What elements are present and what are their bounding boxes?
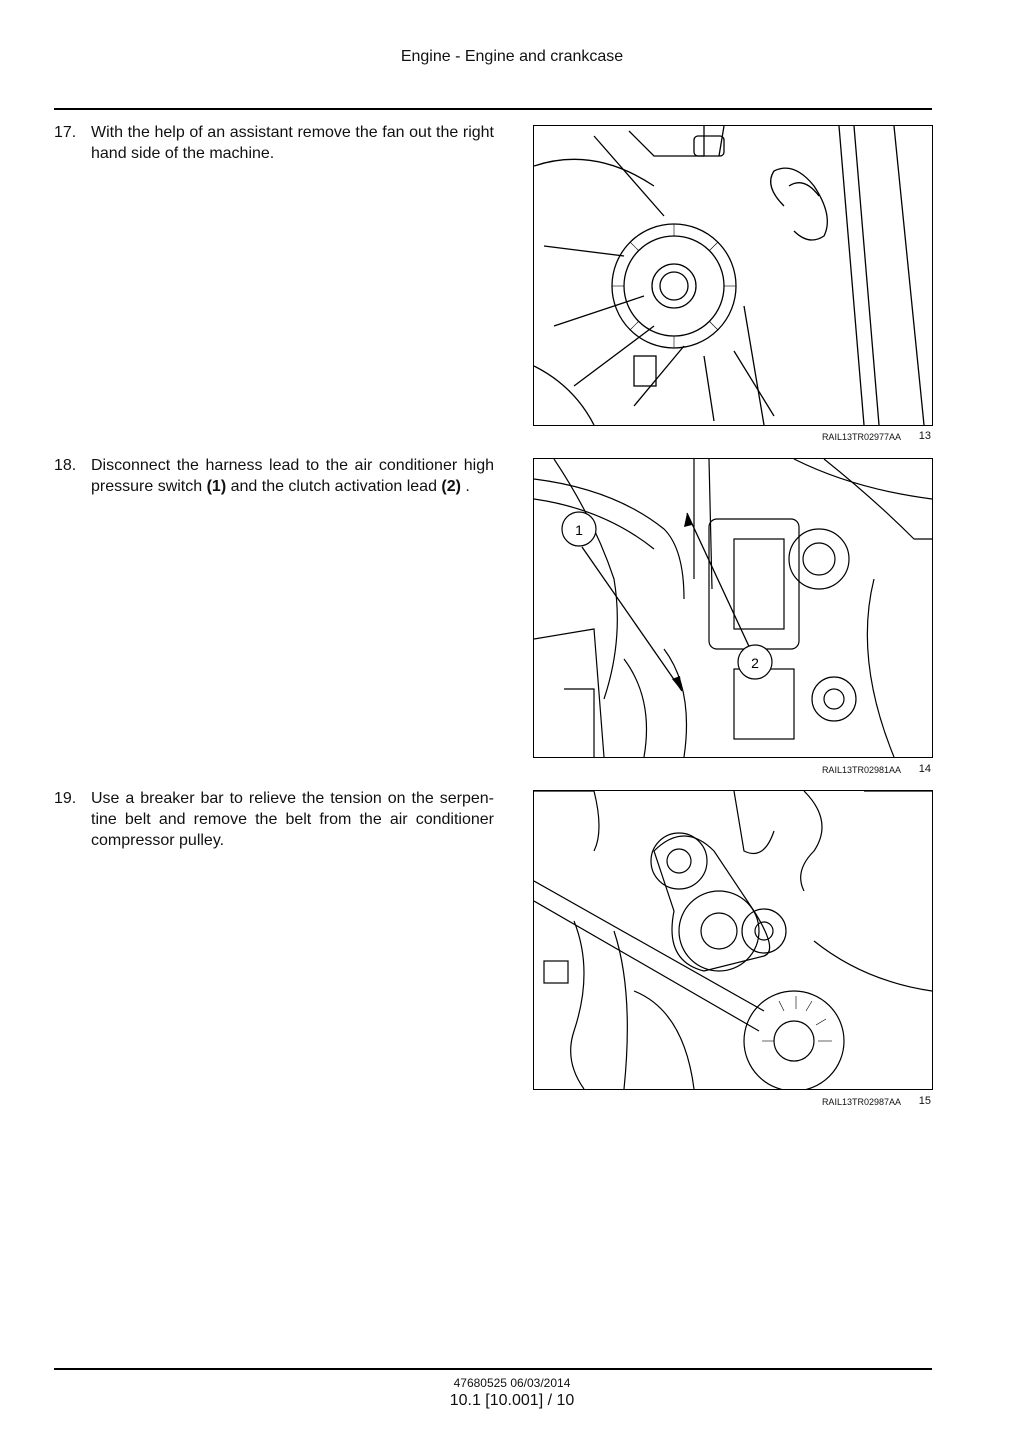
- figure-fan-removal: [533, 125, 933, 426]
- callout-label-2: 2: [751, 655, 759, 671]
- step-text: With the help of an assistant remove the fan out the right hand side of the machine.: [91, 124, 494, 162]
- figure-harness-leads: [533, 458, 933, 758]
- step-number: 18.: [54, 457, 77, 474]
- callout-label-1: 1: [575, 522, 583, 538]
- step-text-part: Disconnect the harness lead to the air conditioner high pressure switch: [91, 457, 494, 495]
- figure-code: RAIL13TR02987AA: [821, 1097, 901, 1107]
- footer-page-reference: 10.1 [10.001] / 10: [449, 1392, 575, 1409]
- callout-ref-1: (1): [206, 478, 227, 495]
- figure-serpentine-belt: [533, 790, 933, 1090]
- step-17: [54, 122, 494, 164]
- fan-illustration: [534, 126, 932, 425]
- footer-doc-reference: 47680525 06/03/2014: [453, 1376, 571, 1390]
- figure-14-caption: [533, 763, 931, 777]
- step-text: [91, 455, 494, 497]
- figure-15-caption: [533, 1095, 931, 1109]
- figure-code: RAIL13TR02977AA: [821, 432, 901, 442]
- figure-number: 15: [918, 1095, 931, 1107]
- figure-number: 13: [918, 430, 931, 442]
- step-19: [54, 788, 494, 851]
- compressor-illustration: [534, 459, 932, 757]
- header-divider: [54, 108, 932, 110]
- step-text-part: .: [460, 478, 470, 495]
- step-18: [54, 455, 494, 497]
- step-text: Use a breaker bar to relieve the tension on the serpen-tine belt and remove the belt from the air conditioner compressor pulley.: [91, 790, 494, 849]
- step-number: 19.: [54, 790, 77, 807]
- step-text-part: and the clutch activation lead: [226, 478, 442, 495]
- step-number: 17.: [54, 124, 77, 141]
- figure-number: 14: [918, 763, 931, 775]
- callout-ref-2: (2): [441, 478, 461, 495]
- figure-13-caption: [533, 430, 931, 444]
- figure-code: RAIL13TR02981AA: [821, 765, 901, 775]
- footer-divider: [54, 1368, 932, 1370]
- belt-illustration: [534, 791, 932, 1089]
- page-header-title: Engine - Engine and crankcase: [400, 48, 624, 65]
